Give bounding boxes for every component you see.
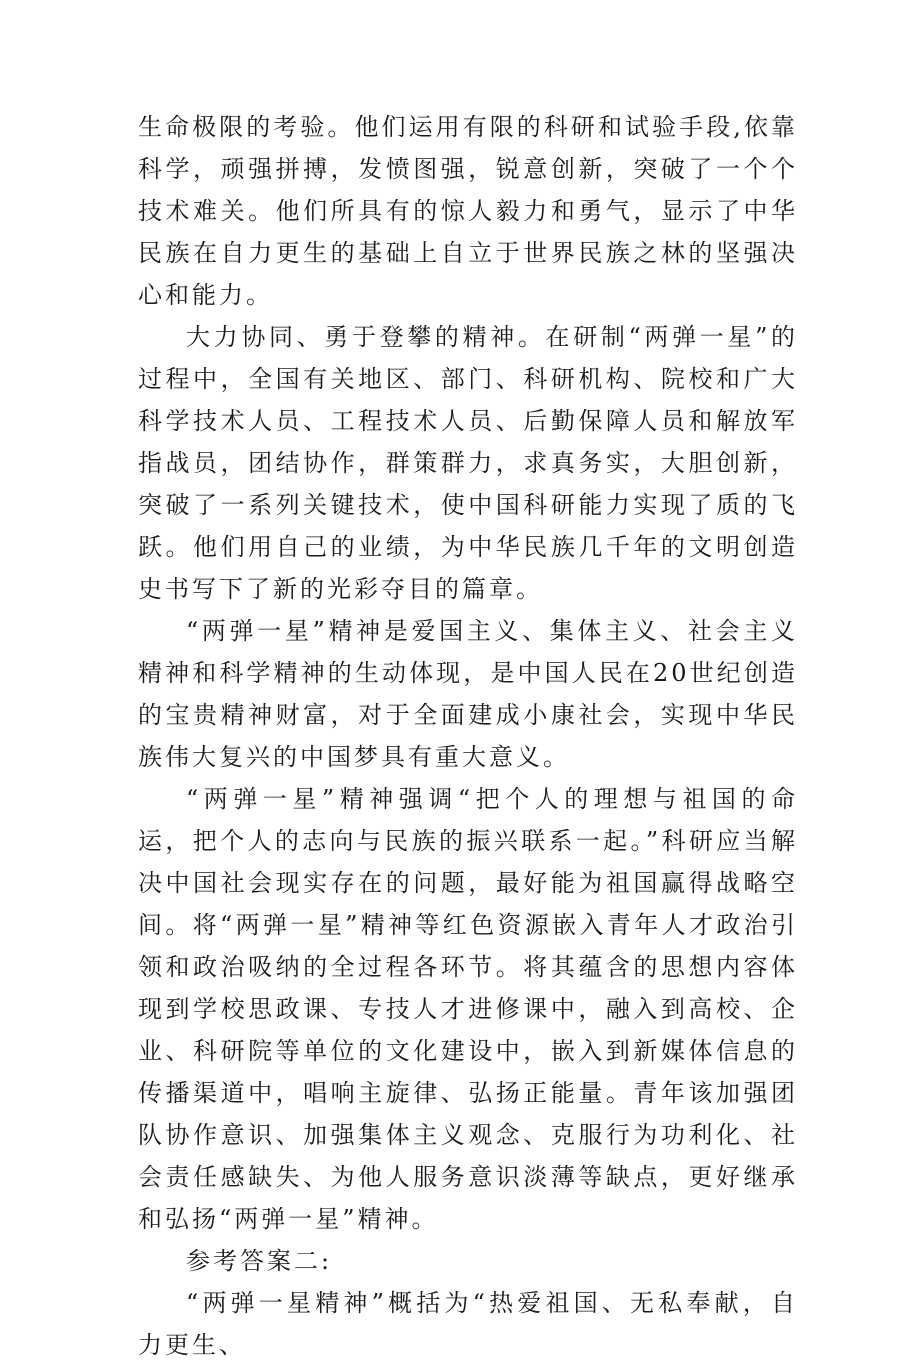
paragraph-answer-two: “两弹一星精神”概括为“热爱祖国、无私奉献，自力更生、 (138, 1289, 798, 1359)
paragraph-spirit-significance: “两弹一星”精神是爱国主义、集体主义、社会主义精神和科学精神的生动体现，是中国人民在20世纪创造的宝贵精神财富，对于全面建成小康社会，实现中华民族伟大复兴的中国梦具有重大意义。 (138, 617, 798, 771)
document-body (138, 106, 798, 1366)
paragraph-cooperation-spirit: 大力协同、勇于登攀的精神。在研制“两弹一星”的过程中，全国有关地区、部门、科研机构、院校和广大科学技术人员、工程技术人员、后勤保障人员和解放军指战员，团结协作，群策群力，求真务实，大胆创新，突破了一系列关键技术，使中国科研能力实现了质的飞跃。他们用自己的业绩，为中华民族几千年的文明创造史书写下了新的光彩夺目的篇章。 (138, 323, 798, 603)
answer-label: 参考答案二: (186, 1247, 333, 1275)
paragraph-continuation: 生命极限的考验。他们运用有限的科研和试验手段,依靠科学，顽强拼搏，发愤图强，锐意创新，突破了一个个技术难关。他们所具有的惊人毅力和勇气，显示了中华民族在自力更生的基础上自立于世界民族之林的坚强决心和能力。 (138, 113, 798, 309)
paragraph-youth-inheritance: “两弹一星”精神强调“把个人的理想与祖国的命运，把个人的志向与民族的振兴联系一起。”科研应当解决中国社会现实存在的问题，最好能为祖国赢得战略空间。将“两弹一星”精神等红色资源嵌入青年人才政治引领和政治吸纳的全过程各环节。将其蕴含的思想内容体现到学校思政课、专技人才进修课中，融入到高校、企业、科研院等单位的文化建设中，嵌入到新媒体信息的传播渠道中，唱响主旋律、弘扬正能量。青年该加强团队协作意识、加强集体主义观念、克服行为功利化、社会责任感缺失、为他人服务意识淡薄等缺点，更好继承和弘扬“两弹一星”精神。 (138, 785, 798, 1233)
